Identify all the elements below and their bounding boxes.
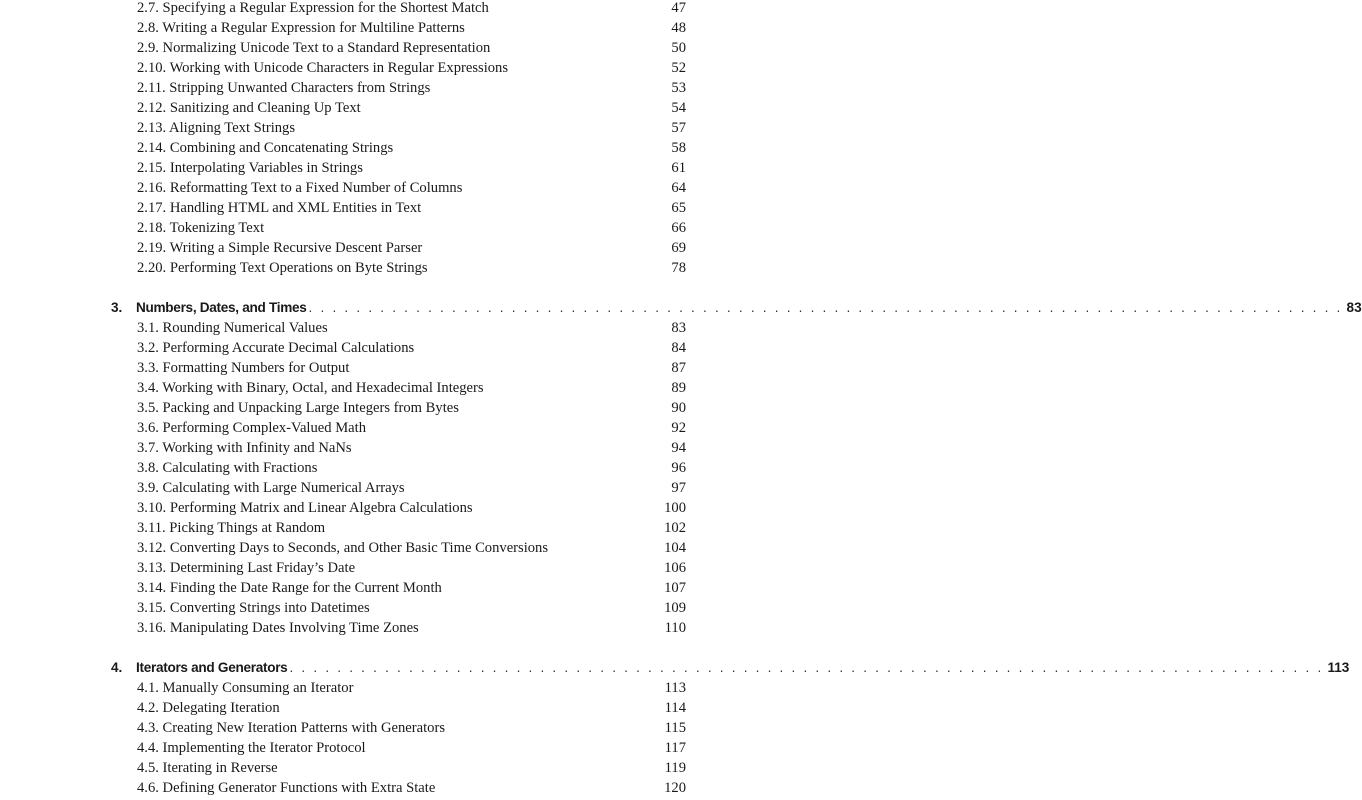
toc-entry-title: 2.9. Normalizing Unicode Text to a Standard Representation bbox=[137, 40, 491, 56]
toc-entry[interactable] bbox=[137, 418, 686, 438]
toc-entry-title: 3.7. Working with Infinity and NaNs bbox=[137, 440, 352, 456]
toc-entry[interactable] bbox=[137, 98, 686, 118]
dot-leader: . . . . . . . . . . . . . . . . . . . . . . . . . . . . . . . . . . . . . . . . . . . . . . . . . . . . . . . . . . . . . . . . . . . . . . . . . . . . . . . . . . . . . . . bbox=[289, 660, 1324, 675]
toc-entry-page: 61 bbox=[671, 160, 686, 176]
toc-entry-page: 119 bbox=[664, 760, 686, 776]
toc-entry-page: 54 bbox=[671, 100, 686, 116]
toc-entry-page: 58 bbox=[671, 140, 686, 156]
toc-entry-page: 78 bbox=[671, 260, 686, 276]
toc-entry[interactable] bbox=[137, 238, 686, 258]
toc-entry-page: 57 bbox=[671, 120, 686, 136]
toc-entry-title: 2.14. Combining and Concatenating Strings bbox=[137, 140, 394, 156]
toc-entry-title: 3.16. Manipulating Dates Involving Time Zones bbox=[137, 620, 419, 636]
toc-entry-title: 3.12. Converting Days to Seconds, and Other Basic Time Conversions bbox=[137, 540, 549, 556]
toc-entry-page: 109 bbox=[664, 600, 686, 616]
chapter-page: 113 bbox=[1327, 660, 1350, 675]
toc-entry-page: 89 bbox=[671, 380, 686, 396]
toc-entry-title: 3.2. Performing Accurate Decimal Calculations bbox=[137, 340, 415, 356]
toc-entry[interactable] bbox=[137, 218, 686, 238]
toc-entry-page: 107 bbox=[664, 580, 686, 596]
toc-entry-title: 2.17. Handling HTML and XML Entities in Text bbox=[137, 200, 422, 216]
toc-entry[interactable] bbox=[137, 778, 686, 798]
toc-entry-page: 84 bbox=[671, 340, 686, 356]
toc-entry-page: 50 bbox=[671, 40, 686, 56]
chapter-heading[interactable] bbox=[111, 657, 1350, 679]
toc-entry-title: 3.9. Calculating with Large Numerical Arrays bbox=[137, 480, 405, 496]
toc-entry-page: 94 bbox=[671, 440, 686, 456]
toc-entry-title: 3.14. Finding the Date Range for the Current Month bbox=[137, 580, 442, 596]
toc-entry[interactable] bbox=[137, 158, 686, 178]
toc-entry-title: 3.15. Converting Strings into Datetimes bbox=[137, 600, 370, 616]
toc-entry[interactable] bbox=[137, 0, 686, 18]
toc-entry-page: 120 bbox=[664, 780, 686, 796]
toc-entry-title: 3.5. Packing and Unpacking Large Integers from Bytes bbox=[137, 400, 459, 416]
toc-entry-page: 113 bbox=[664, 680, 686, 696]
toc-entry-title: 3.6. Performing Complex-Valued Math bbox=[137, 420, 367, 436]
chapter-number: 4. bbox=[111, 660, 123, 675]
toc-entry-page: 117 bbox=[664, 740, 686, 756]
toc-entry[interactable] bbox=[137, 478, 686, 498]
toc-entry[interactable] bbox=[137, 558, 686, 578]
toc-entry-page: 97 bbox=[671, 480, 686, 496]
toc-entry[interactable] bbox=[137, 498, 686, 518]
toc-entry-page: 102 bbox=[664, 520, 686, 536]
toc-entry-page: 104 bbox=[664, 540, 686, 556]
toc-entry-title: 3.4. Working with Binary, Octal, and Hexadecimal Integers bbox=[137, 380, 484, 396]
toc-entry-title: 2.19. Writing a Simple Recursive Descent Parser bbox=[137, 240, 423, 256]
toc-entry-page: 48 bbox=[671, 20, 686, 36]
chapter-page: 83 bbox=[1346, 300, 1362, 315]
toc-entry[interactable] bbox=[137, 458, 686, 478]
toc-entry-title: 3.8. Calculating with Fractions bbox=[137, 460, 318, 476]
toc-entry-page: 64 bbox=[671, 180, 686, 196]
toc-entry-title: 3.1. Rounding Numerical Values bbox=[137, 320, 328, 336]
toc-entry-page: 66 bbox=[671, 220, 686, 236]
toc-entry[interactable] bbox=[137, 338, 686, 358]
toc-entry-page: 90 bbox=[671, 400, 686, 416]
toc-entry[interactable] bbox=[137, 258, 686, 278]
toc-entry-page: 47 bbox=[671, 0, 686, 16]
toc-entry[interactable] bbox=[137, 698, 686, 718]
toc-entry[interactable] bbox=[137, 38, 686, 58]
chapter-number: 3. bbox=[111, 300, 123, 315]
toc-entry-title: 2.7. Specifying a Regular Expression for the Shortest Match bbox=[137, 0, 489, 16]
toc-entry[interactable] bbox=[137, 378, 686, 398]
toc-entry-title: 2.8. Writing a Regular Expression for Multiline Patterns bbox=[137, 20, 465, 36]
toc-entry-title: 2.16. Reformatting Text to a Fixed Number of Columns bbox=[137, 180, 463, 196]
toc-entry-page: 115 bbox=[664, 720, 686, 736]
toc-entry-title: 4.1. Manually Consuming an Iterator bbox=[137, 680, 354, 696]
toc-entry[interactable] bbox=[137, 618, 686, 638]
toc-entry-page: 106 bbox=[664, 560, 686, 576]
toc-entry-title: 3.11. Picking Things at Random bbox=[137, 520, 326, 536]
chapter-title: Iterators and Generators bbox=[136, 660, 288, 675]
toc-entry-page: 83 bbox=[671, 320, 686, 336]
toc-entry-title: 4.2. Delegating Iteration bbox=[137, 700, 280, 716]
toc-entry-title: 2.11. Stripping Unwanted Characters from Strings bbox=[137, 80, 431, 96]
toc-entry-page: 114 bbox=[664, 700, 686, 716]
toc-entry[interactable] bbox=[137, 358, 686, 378]
toc-entry[interactable] bbox=[137, 198, 686, 218]
toc-entry[interactable] bbox=[137, 18, 686, 38]
toc-entry-page: 110 bbox=[664, 620, 686, 636]
toc-entry[interactable] bbox=[137, 538, 686, 558]
toc-entry[interactable] bbox=[137, 318, 686, 338]
toc-entry[interactable] bbox=[137, 518, 686, 538]
toc-entry-title: 3.3. Formatting Numbers for Output bbox=[137, 360, 350, 376]
toc-entry[interactable] bbox=[137, 678, 686, 698]
toc-entry[interactable] bbox=[137, 758, 686, 778]
toc-entry[interactable] bbox=[137, 398, 686, 418]
toc-entry-title: 4.3. Creating New Iteration Patterns with Generators bbox=[137, 720, 446, 736]
toc-entry-title: 2.10. Working with Unicode Characters in Regular Expressions bbox=[137, 60, 509, 76]
toc-entry-page: 92 bbox=[671, 420, 686, 436]
toc-entry-title: 4.6. Defining Generator Functions with Extra State bbox=[137, 780, 436, 796]
toc-entry-page: 100 bbox=[664, 500, 686, 516]
toc-entry[interactable] bbox=[137, 598, 686, 618]
toc-entry-page: 87 bbox=[671, 360, 686, 376]
toc-entry[interactable] bbox=[137, 58, 686, 78]
toc-entry[interactable] bbox=[137, 118, 686, 138]
toc-entry-title: 2.13. Aligning Text Strings bbox=[137, 120, 296, 136]
toc-entry-title: 3.10. Performing Matrix and Linear Algebra Calculations bbox=[137, 500, 473, 516]
toc-entry[interactable] bbox=[137, 578, 686, 598]
toc-entry-page: 52 bbox=[671, 60, 686, 76]
toc-entry-title: 4.5. Iterating in Reverse bbox=[137, 760, 278, 776]
toc-entry-title: 2.15. Interpolating Variables in Strings bbox=[137, 160, 363, 176]
toc-entry-title: 2.20. Performing Text Operations on Byte Strings bbox=[137, 260, 428, 276]
toc-entry[interactable] bbox=[137, 438, 686, 458]
toc-entry-title: 2.18. Tokenizing Text bbox=[137, 220, 265, 236]
toc-entry-page: 53 bbox=[671, 80, 686, 96]
chapter-heading[interactable] bbox=[111, 297, 1362, 319]
toc-entry-page: 69 bbox=[671, 240, 686, 256]
toc-entry[interactable] bbox=[137, 738, 686, 758]
toc-entry[interactable] bbox=[137, 718, 686, 738]
toc-entry[interactable] bbox=[137, 78, 686, 98]
toc-entry[interactable] bbox=[137, 178, 686, 198]
dot-leader: . . . . . . . . . . . . . . . . . . . . . . . . . . . . . . . . . . . . . . . . . . . . . . . . . . . . . . . . . . . . . . . . . . . . . . . . . . . . . . . . . . . . . . . bbox=[308, 300, 1343, 315]
toc-entry-title: 4.4. Implementing the Iterator Protocol bbox=[137, 740, 366, 756]
toc-entry-page: 96 bbox=[671, 460, 686, 476]
chapter-title: Numbers, Dates, and Times bbox=[136, 300, 307, 315]
toc-entry[interactable] bbox=[137, 138, 686, 158]
toc-entry-page: 65 bbox=[671, 200, 686, 216]
toc-entry-title: 2.12. Sanitizing and Cleaning Up Text bbox=[137, 100, 361, 116]
toc-entry-title: 3.13. Determining Last Friday’s Date bbox=[137, 560, 356, 576]
